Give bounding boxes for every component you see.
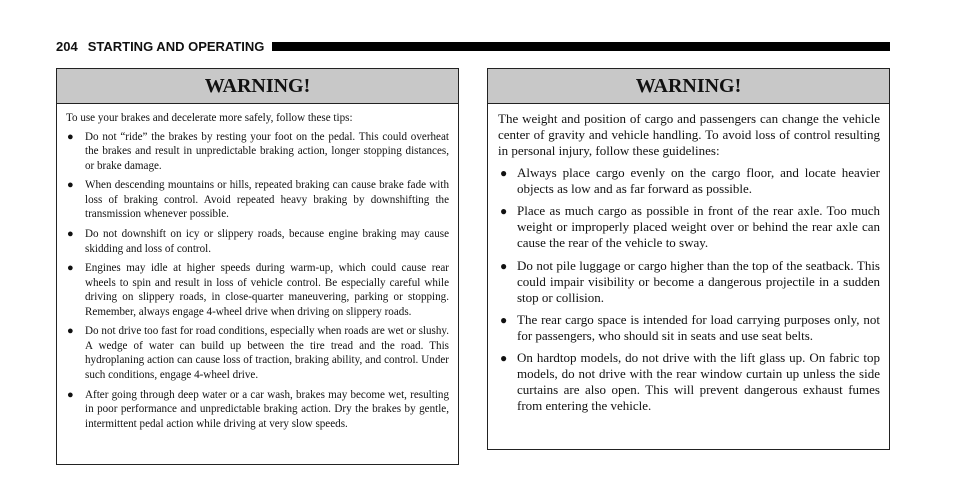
warning-box-cargo [487,68,890,450]
bullet-icon: ● [500,166,508,180]
page-number: 204 [56,38,78,54]
list-item: ● After going through deep water or a car wash, brakes may become wet, resulting in poor performance and unpredictable braking action. Dry the brakes by gentle, intermittent pedal action while driving at very slow speeds. [67,388,449,430]
bullet-icon: ● [67,227,74,240]
warning-intro: To use your brakes and decelerate more safely, follow these tips: [66,112,353,124]
bullet-icon: ● [500,258,508,273]
bullet-icon: ● [67,388,74,401]
warning-intro: The weight and position of cargo and passengers can change the vehicle center of gravity and vehicle handling. To avoid loss of control resulting in personal injury, follow these guidelines: [498,111,880,158]
page-header [56,37,890,55]
bullet-icon: ● [500,312,508,327]
list-item: ● Place as much cargo as possible in front of the rear axle. Too much weight or improperly placed weight over or behind the rear axle can cause the rear of the vehicle to sway. [500,203,880,251]
list-item: ● Do not downshift on icy or slippery roads, because engine braking may cause skidding and loss of control. [67,227,449,255]
bullet-icon: ● [500,351,508,366]
list-item: ● Do not pile luggage or cargo higher than the top of the seatback. This could impair visibility or become a dangerous projectile in a sudden stop or collision. [500,257,880,305]
bullet-icon: ● [500,204,508,219]
list-item: ● Engines may idle at higher speeds during warm-up, which could cause rear wheels to spin and result in loss of vehicle control. Be especially careful while driving on slippery roads, in close-quarter maneuvering, parking or stopping. Remember, always engage 4-wheel drive when driving on slippery roads. [67,262,449,318]
warning-title: WARNING! [488,69,889,104]
list-item: ● The rear cargo space is intended for load carrying purposes only, not for passengers, who should sit in seats and use seat belts. [500,311,880,343]
list-item: ● When descending mountains or hills, repeated braking can cause brake fade with loss of braking control. Avoid repeated heavy braking by downshifting the transmission whenever possible. [67,179,449,221]
warning-title: WARNING! [57,69,458,104]
list-item: ● Do not “ride” the brakes by resting your foot on the pedal. This could overheat the brakes and result in unpredictable braking action, longer stopping distances, or brake damage. [67,130,449,172]
list-item: ● Always place cargo evenly on the cargo floor, and locate heavier objects as low and as far forward as possible. [500,165,880,196]
warning-list [498,165,880,414]
list-item: ● On hardtop models, do not drive with the lift glass up. On fabric top models, do not drive with the rear window curtain up unless the side curtains are also open. This will prevent dangerous exhaust fumes from entering the vehicle. [500,350,880,414]
list-item: ● Do not drive too fast for road conditions, especially when roads are wet or slushy. A wedge of water can build up between the tire tread and the road. This hydroplaning action can cause loss of traction, braking ability, and control. Under such conditions, engage 4-wheel drive. [67,325,449,382]
bullet-icon: ● [67,262,74,275]
warning-box-brakes [56,68,459,465]
bullet-icon: ● [67,130,74,143]
bullet-icon: ● [67,179,74,192]
warning-list [66,130,449,432]
warning-content [488,104,889,414]
bullet-icon: ● [67,325,74,338]
header-rule [272,42,890,51]
section-title: STARTING AND OPERATING [87,38,265,54]
warning-content [57,104,458,431]
